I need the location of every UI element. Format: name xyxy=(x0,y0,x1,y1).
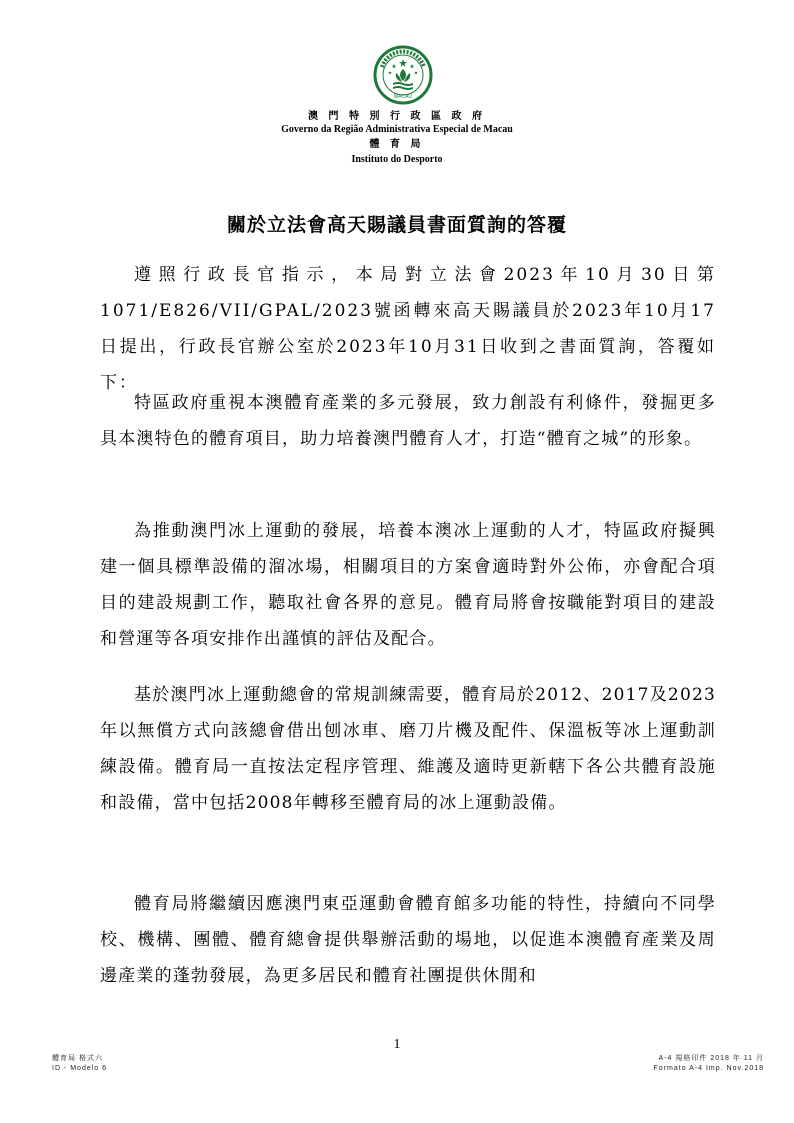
footer-left xyxy=(52,1054,107,1074)
macau-emblem xyxy=(373,45,433,105)
document-title: 關於立法會高天賜議員書面質詢的答覆 xyxy=(226,214,567,236)
government-name-pt: Governo da Região Administrativa Especial de Macau xyxy=(281,124,513,135)
emblem-text: MACAU xyxy=(393,94,413,100)
paragraph-5: 體育局將繼續因應澳門東亞運動會體育館多功能的特性，持續向不同學校、機構、團體、體育總會提供舉辦活動的場地，以促進本澳體育產業及周邊產業的蓬勃發展，為更多居民和體育社團提供休閒和 xyxy=(100,894,716,986)
footer-right xyxy=(654,1054,764,1074)
paragraph-1: 遵照行政長官指示，本局對立法會2023年10月30日第1071/E826/VII/GPAL/2023號函轉來高天賜議員於2023年10月17日提出，行政長官辦公室於2023年10月31日收到之書面質詢，答覆如下： xyxy=(100,265,716,393)
paragraph-3: 為推動澳門冰上運動的發展，培養本澳冰上運動的人才，特區政府擬興建一個具標準設備的溜冰場，相關項目的方案會適時對外公佈，亦會配合項目的建設規劃工作，聽取社會各界的意見。體育局將會按職能對項目的建設和營運等各項安排作出謹慎的評估及配合。 xyxy=(100,521,716,649)
footer-form-pt: ID - Modelo 6 xyxy=(52,1065,108,1072)
footer-form-zh: 體育局 格式六 xyxy=(52,1055,103,1062)
page-number: 1 xyxy=(393,1037,401,1052)
footer-print-zh: A-4 規格印件 2018 年 11 月 xyxy=(658,1055,764,1062)
government-name-zh: 澳 門 特 別 行 政 區 政 府 xyxy=(308,111,486,122)
department-name-pt: Instituto do Desporto xyxy=(351,154,443,165)
paragraph-2: 特區政府重視本澳體育產業的多元發展，致力創設有利條件，發掘更多具本澳特色的體育項目，助力培養澳門體育人才，打造“體育之城”的形象。 xyxy=(100,393,716,449)
department-name-zh: 體 育 局 xyxy=(369,139,425,150)
paragraph-4: 基於澳門冰上運動總會的常規訓練需要，體育局於2012、2017及2023年以無償方式向該總會借出刨冰車、磨刀片機及配件、保溫板等冰上運動訓練設備。體育局一直按法定程序管理、維護及適時更新轄下各公共體育設施和設備，當中包括2008年轉移至體育局的冰上運動設備。 xyxy=(100,685,716,813)
footer-print-pt: Formato A-4 Imp. Nov.2018 xyxy=(653,1065,764,1072)
